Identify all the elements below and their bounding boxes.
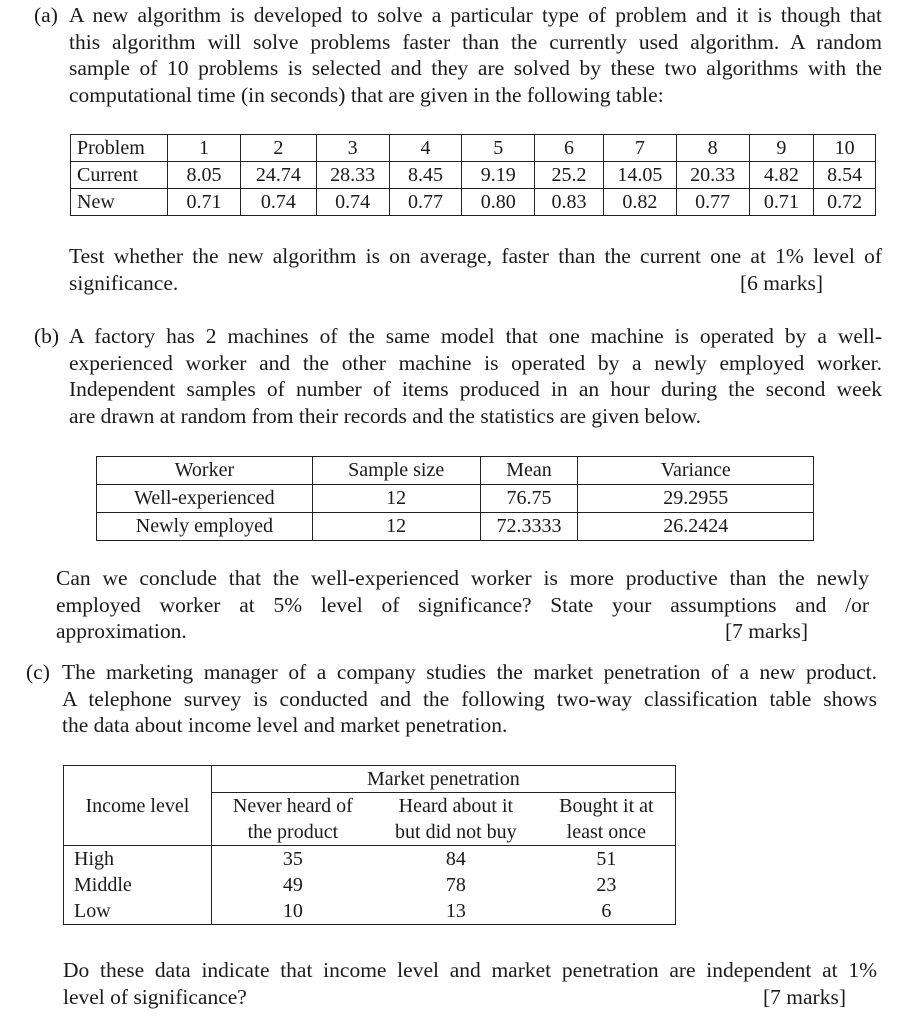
- part-a-intro-line: computational time (in seconds) that are given in the following table:: [69, 82, 664, 107]
- header-variance: Variance: [578, 457, 814, 485]
- current-time: 4.82: [749, 162, 814, 189]
- header-mean: Mean: [480, 457, 578, 485]
- part-b-intro: [69, 323, 882, 429]
- row-label-new: New: [71, 189, 168, 216]
- header-bought: Bought it at: [559, 795, 654, 817]
- new-time: 0.74: [316, 189, 389, 216]
- table-row-current: [71, 162, 876, 189]
- current-time: 20.33: [676, 162, 749, 189]
- problem-number: 8: [676, 135, 749, 162]
- table-row-column-header: [64, 819, 676, 846]
- header-never-heard: Never heard of: [211, 793, 374, 820]
- worker-name: Newly employed: [97, 513, 313, 541]
- header-heard-not-buy-line2: but did not buy: [374, 819, 538, 846]
- count-cell: 23: [596, 874, 617, 896]
- problem-number: 7: [603, 135, 676, 162]
- table-row: [97, 513, 814, 541]
- part-c-question-line: level of significance?: [63, 984, 247, 1009]
- problem-number: 4: [389, 135, 462, 162]
- part-c-intro-line: The marketing manager of a company studies the market penetration of a new product.: [62, 660, 877, 684]
- header-problem: Problem: [71, 135, 168, 162]
- header-worker: Worker: [97, 457, 313, 485]
- part-a-intro-line: this algorithm will solve problems faster than the currently used algorithm. A random: [69, 29, 882, 54]
- part-c-intro: [62, 659, 877, 739]
- new-time: 0.80: [462, 189, 535, 216]
- table-row: [97, 485, 814, 513]
- current-time: 24.74: [240, 162, 316, 189]
- part-b-question-line: Can we conclude that the well-experienced worker is more productive than the newly: [56, 566, 869, 590]
- table-row-new: [71, 189, 876, 216]
- current-time: 8.45: [389, 162, 462, 189]
- part-a-question-line: Test whether the new algorithm is on average, faster than the current one at 1% level of: [69, 244, 882, 268]
- current-time: 28.33: [316, 162, 389, 189]
- variance-value: 26.2424: [578, 513, 814, 541]
- part-b-question-line: approximation.: [56, 619, 187, 643]
- header-market-penetration: Market penetration: [211, 766, 675, 793]
- problem-number: 9: [749, 135, 814, 162]
- worker-statistics-table: [96, 456, 814, 541]
- part-c-intro-line: the data about income level and market penetration.: [62, 713, 508, 737]
- header-sample-size: Sample size: [312, 457, 480, 485]
- count-cell: 49: [211, 872, 374, 898]
- part-b-intro-line: Independent samples of number of items produced in an hour during the second week: [69, 377, 882, 401]
- new-time: 0.83: [535, 189, 604, 216]
- new-time: 0.82: [603, 189, 676, 216]
- new-time: 0.71: [168, 189, 241, 216]
- table-row: [64, 846, 676, 873]
- mean-value: 76.75: [480, 485, 578, 513]
- problem-number: 5: [462, 135, 535, 162]
- part-b-intro-line: experienced worker and the other machine is operated by a newly employed worker.: [69, 350, 882, 375]
- table-row: [64, 898, 676, 925]
- mean-value: 72.3333: [480, 513, 578, 541]
- part-a-intro-line: sample of 10 problems is selected and they are solved by these two algorithms with the: [69, 56, 882, 80]
- count-cell: 10: [211, 898, 374, 925]
- row-label-current: Current: [71, 162, 168, 189]
- current-time: 14.05: [603, 162, 676, 189]
- header-bought-line2: least once: [538, 819, 676, 846]
- part-a-marks: [6 marks]: [740, 271, 823, 295]
- income-level-label: High: [74, 848, 114, 870]
- income-level-label: Middle: [74, 874, 132, 896]
- part-c-marks: [7 marks]: [763, 985, 846, 1009]
- current-time: 9.19: [462, 162, 535, 189]
- count-cell: 13: [445, 900, 466, 922]
- new-time: 0.77: [389, 189, 462, 216]
- problem-number: 1: [168, 135, 241, 162]
- problem-number: 3: [316, 135, 389, 162]
- count-cell: 6: [601, 900, 612, 922]
- part-c-question: [63, 957, 877, 1010]
- sample-size: 12: [312, 513, 480, 541]
- current-time: 25.2: [535, 162, 604, 189]
- current-time: 8.05: [168, 162, 241, 189]
- new-time: 0.72: [814, 189, 876, 216]
- part-a-intro-line: A new algorithm is developed to solve a particular type of problem and it is though that: [69, 3, 882, 27]
- header-income-level: Income level: [85, 794, 190, 817]
- header-never-heard-line2: the product: [211, 819, 374, 846]
- income-level-label: Low: [74, 900, 111, 922]
- part-c-label: (c): [26, 660, 50, 684]
- count-cell: 51: [596, 848, 617, 870]
- problem-number: 6: [535, 135, 604, 162]
- part-a-intro: [69, 2, 882, 108]
- part-b-marks: [7 marks]: [725, 619, 808, 643]
- part-b-intro-line: A factory has 2 machines of the same model that one machine is operated by a well-: [69, 324, 882, 348]
- variance-value: 29.2955: [578, 485, 814, 513]
- table-row-header: [71, 135, 876, 162]
- count-cell: 84: [445, 848, 466, 870]
- income-penetration-table: [63, 765, 676, 925]
- part-a-question-line: significance.: [69, 270, 179, 295]
- part-b-question-line: employed worker at 5% level of significance? State your assumptions and /or: [56, 592, 869, 617]
- problem-number: 10: [814, 135, 876, 162]
- part-b-intro-line: are drawn at random from their records and the statistics are given below.: [69, 403, 702, 428]
- part-c-question-line: Do these data indicate that income level and market penetration are independent at 1%: [63, 958, 877, 982]
- table-row-header: [97, 457, 814, 485]
- table-row-column-header: [64, 793, 676, 820]
- current-time: 8.54: [814, 162, 876, 189]
- table-row-group-header: [64, 766, 676, 793]
- count-cell: 78: [445, 874, 466, 896]
- algorithm-times-table: [70, 134, 876, 216]
- part-a-label: (a): [34, 3, 58, 27]
- problem-number: 2: [240, 135, 316, 162]
- worker-name: Well-experienced: [97, 485, 313, 513]
- header-heard-not-buy: Heard about it: [398, 795, 514, 817]
- new-time: 0.77: [676, 189, 749, 216]
- sample-size: 12: [312, 485, 480, 513]
- new-time: 0.74: [240, 189, 316, 216]
- part-c-intro-line: A telephone survey is conducted and the following two-way classification table shows: [62, 686, 877, 711]
- part-b-label: (b): [34, 324, 60, 348]
- new-time: 0.71: [749, 189, 814, 216]
- count-cell: 35: [211, 846, 374, 873]
- table-row: [64, 872, 676, 898]
